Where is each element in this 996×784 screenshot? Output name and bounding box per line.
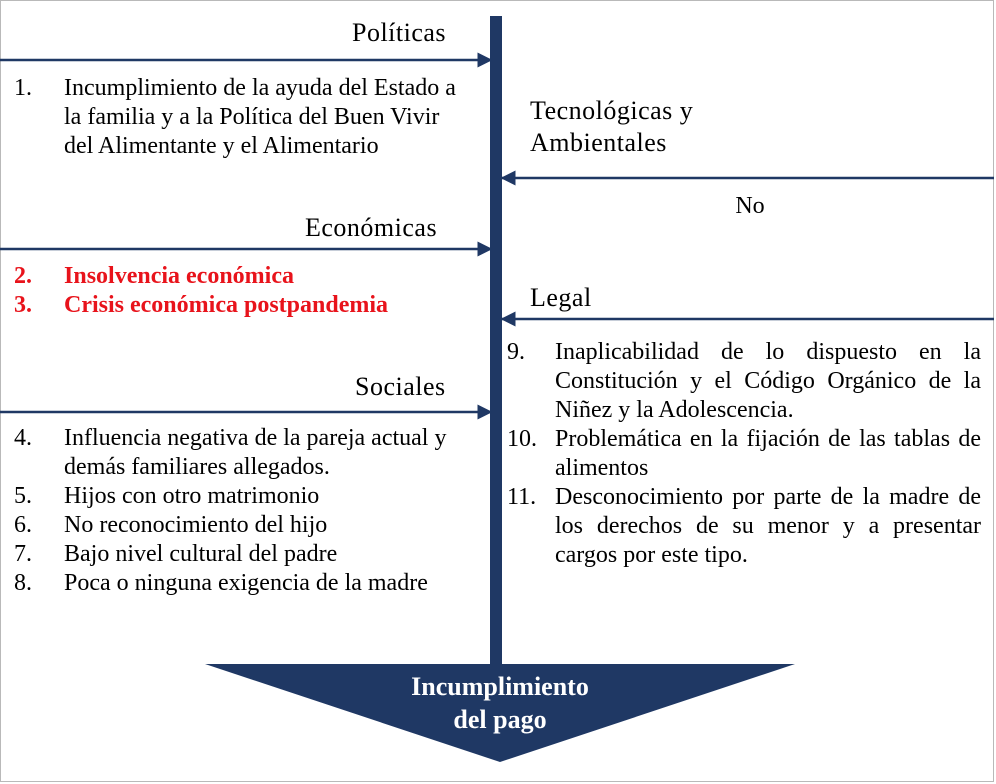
- item-number: 9.: [507, 339, 525, 365]
- list-item: [14, 74, 464, 161]
- item-number: 1.: [14, 75, 32, 101]
- list-item: [14, 511, 454, 540]
- item-text: Bajo nivel cultural del padre: [64, 541, 338, 567]
- list-item: [14, 424, 454, 482]
- list-item: [14, 482, 454, 511]
- item-text: Insolvencia económica: [64, 263, 294, 289]
- item-text: Crisis económica postpandemia: [64, 292, 388, 318]
- item-number: 7.: [14, 541, 32, 567]
- item-text: Hijos con otro matrimonio: [64, 483, 320, 509]
- list-item: [14, 291, 484, 320]
- item-number: 8.: [14, 570, 32, 596]
- item-number: 10.: [507, 426, 537, 452]
- category-tecnologicas-title-line2: Ambientales: [530, 128, 667, 157]
- item-text: Influencia negativa de la pareja actual y demás familiares allegados.: [64, 425, 447, 480]
- spine: [490, 16, 502, 672]
- sociales-items: [14, 424, 454, 598]
- category-legal-title: Legal: [530, 283, 592, 312]
- item-number: 3.: [14, 292, 32, 318]
- outcome-line1: Incumplimiento: [411, 672, 589, 701]
- list-item: [507, 425, 981, 483]
- economicas-items: [14, 262, 484, 320]
- item-number: 5.: [14, 483, 32, 509]
- item-number: 6.: [14, 512, 32, 538]
- list-item: [14, 540, 454, 569]
- item-text: Poca o ninguna exigencia de la madre: [64, 570, 428, 596]
- list-item: [507, 338, 981, 425]
- item-number: 2.: [14, 263, 32, 289]
- tecnologicas-value: No: [735, 193, 765, 219]
- list-item: [507, 483, 981, 570]
- item-text: Desconocimiento por parte de la madre de los derechos de su menor y a presentar cargos por este tipo.: [555, 484, 981, 568]
- category-economicas-title: Económicas: [305, 213, 438, 242]
- outcome-label: [340, 670, 660, 736]
- politicas-items: [14, 74, 464, 161]
- category-tecnologicas-title-line1: Tecnológicas y: [530, 96, 694, 125]
- list-item: [14, 262, 484, 291]
- item-text: Problemática en la fijación de las tablas de alimentos: [555, 426, 981, 481]
- list-item: [14, 569, 454, 598]
- item-number: 4.: [14, 425, 32, 451]
- item-number: 11.: [507, 484, 537, 510]
- category-politicas-title: Políticas: [352, 18, 447, 47]
- item-text: Inaplicabilidad de lo dispuesto en la Constitución y el Código Orgánico de la Niñez y la Adolescencia.: [555, 339, 981, 423]
- item-text: Incumplimiento de la ayuda del Estado a la familia y a la Política del Buen Vivir del Alimentante y el Alimentario: [64, 75, 456, 159]
- category-sociales-title: Sociales: [355, 372, 446, 401]
- outcome-line2: del pago: [453, 705, 547, 734]
- item-text: No reconocimiento del hijo: [64, 512, 328, 538]
- legal-items: [507, 338, 981, 570]
